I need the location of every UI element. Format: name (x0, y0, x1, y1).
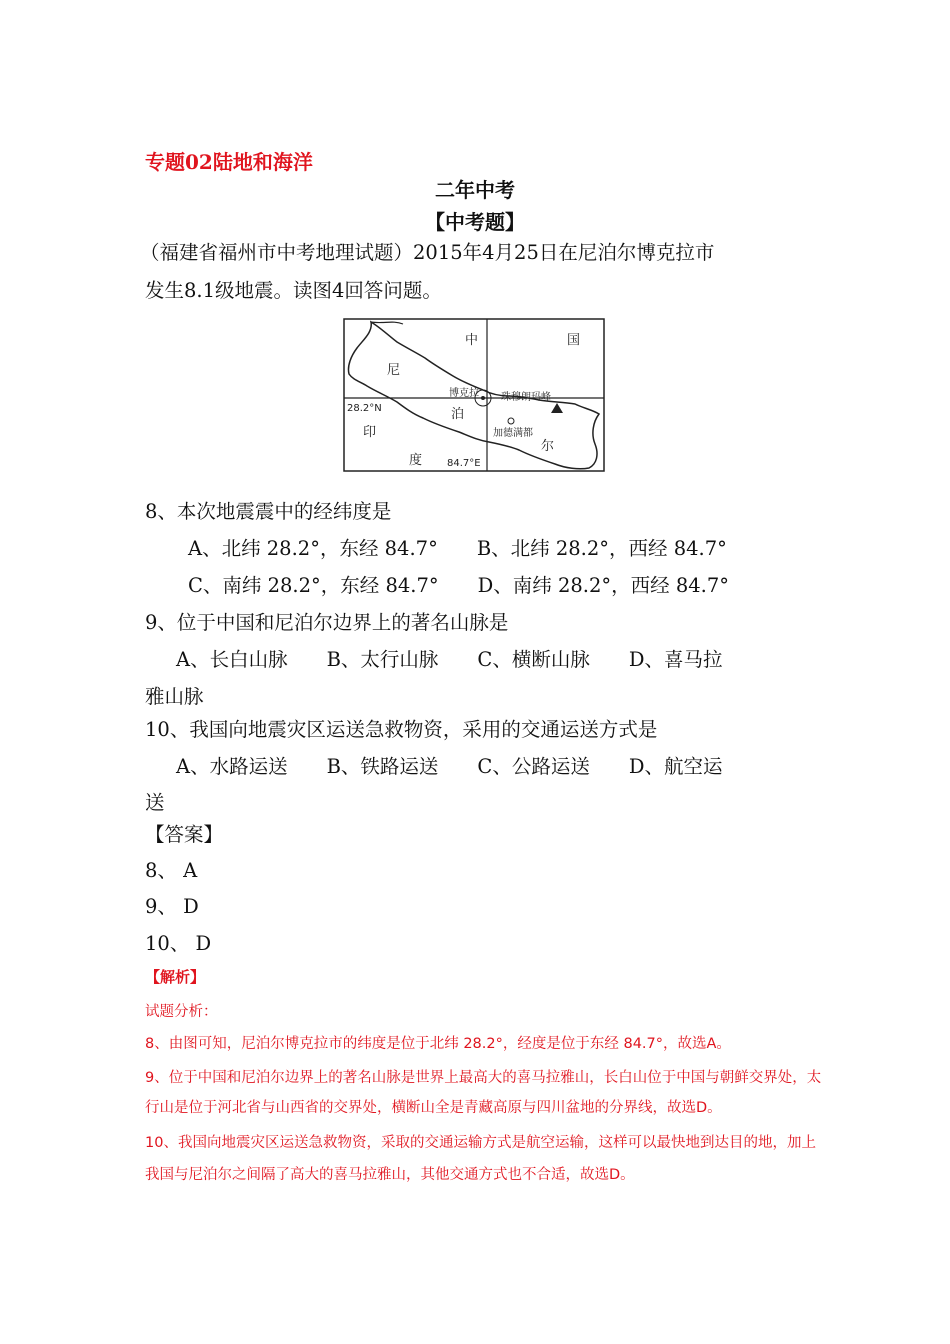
analysis-line-8: 8、由图可知，尼泊尔博克拉市的纬度是位于北纬 28.2°，经度是位于东经 84.7°，故选A。 (145, 1036, 731, 1052)
analysis-line-9a: 9、位于中国和尼泊尔边界上的著名山脉是世界上最高大的喜马拉雅山，长白山位于中国与朝鲜交界处，太 (145, 1070, 822, 1086)
map-label-du: 度 (409, 453, 423, 468)
map-label-bo: 泊 (451, 407, 465, 422)
map-label-longitude: 84.7°E (447, 458, 481, 469)
question-9-stem: 9、位于中国和尼泊尔边界上的著名山脉是 (145, 611, 509, 634)
question-10-stem: 10、我国向地震灾区运送急救物资，采用的交通运送方式是 (145, 718, 658, 741)
map-label-kathmandu: 加德满都 (493, 428, 533, 439)
question-8-options-1: A、北纬 28.2°，东经 84.7° B、北纬 28.2°，西经 84.7° (188, 537, 727, 560)
subsection-title: 【中考题】 (425, 210, 525, 234)
pokhara-dot-icon (481, 396, 485, 400)
map-label-ni: 尼 (387, 363, 401, 378)
map-label-yin: 印 (363, 425, 377, 440)
analysis-intro: 试题分析： (145, 1004, 218, 1020)
analysis-line-10b: 我国与尼泊尔之间隔了高大的喜马拉雅山，其他交通方式也不合适，故选D。 (145, 1167, 635, 1183)
analysis-line-9b: 行山是位于河北省与山西省的交界处，横断山全是青藏高原与四川盆地的分界线，故选D。 (145, 1100, 722, 1116)
answer-9: 9、 D (145, 895, 199, 918)
map-label-everest: 珠穆朗玛峰 (501, 392, 551, 403)
question-8-options-2: C、南纬 28.2°，东经 84.7° D、南纬 28.2°，西经 84.7° (188, 574, 730, 597)
topic-title: 专题02陆地和海洋 (145, 150, 313, 174)
analysis-heading: 【解析】 (145, 968, 206, 986)
map-label-guo: 国 (567, 333, 581, 348)
map-label-er: 尔 (541, 439, 555, 454)
intro-line-1: （福建省福州市中考地理试题）2015年4月25日在尼泊尔博克拉市 (140, 241, 715, 264)
map-label-zhong: 中 (465, 333, 479, 348)
map-label-latitude: 28.2°N (347, 403, 382, 414)
question-9-options-1: A、长白山脉 B、太行山脉 C、横断山脉 D、喜马拉 (176, 648, 723, 671)
answer-10: 10、 D (145, 932, 212, 955)
intro-line-2: 发生8.1级地震。读图4回答问题。 (145, 279, 442, 302)
answer-8: 8、 A (145, 859, 198, 882)
section-title: 二年中考 (435, 178, 515, 202)
question-10-options-2: 送 (145, 791, 165, 814)
question-9-options-2: 雅山脉 (145, 685, 204, 708)
map-label-pokhara: 博克拉 (449, 388, 479, 399)
question-8-stem: 8、本次地震震中的经纬度是 (145, 500, 392, 523)
analysis-line-10a: 10、我国向地震灾区运送急救物资，采取的交通运输方式是航空运输，这样可以最快地到达目的地，加上 (145, 1135, 816, 1151)
question-10-options-1: A、水路运送 B、铁路运送 C、公路运送 D、航空运 (176, 755, 723, 778)
answers-heading: 【答案】 (145, 823, 224, 846)
nepal-map-figure (343, 318, 605, 472)
